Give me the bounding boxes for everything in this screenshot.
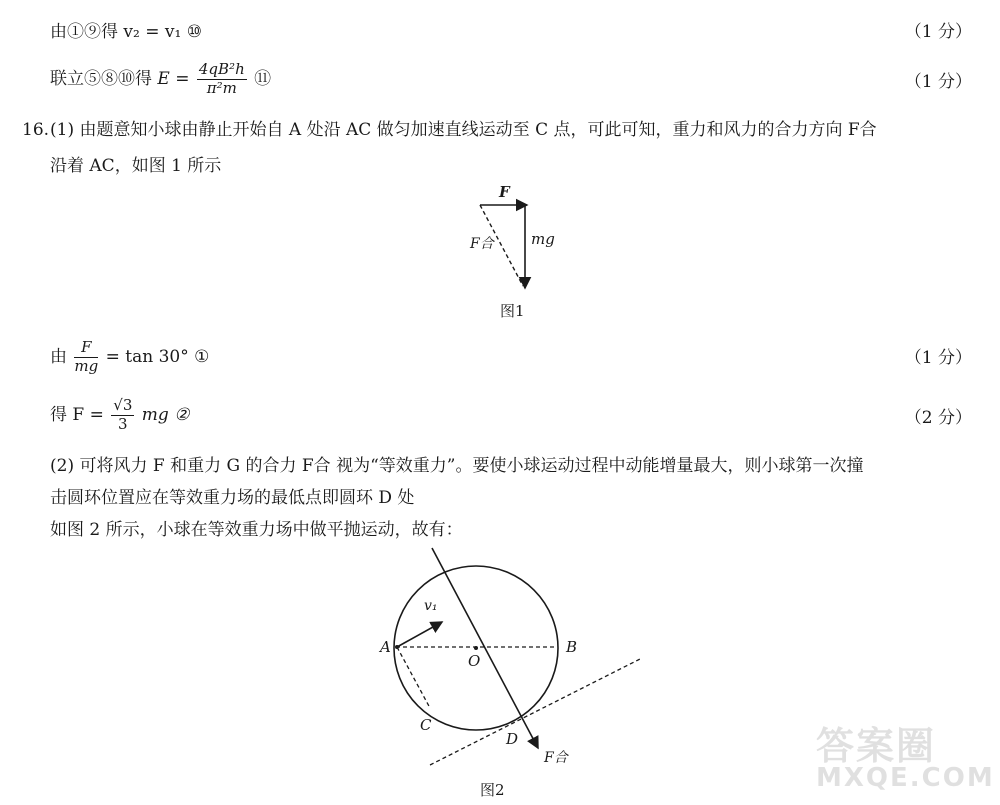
equals-sign: =	[169, 68, 195, 89]
label-O: O	[468, 652, 481, 670]
fraction	[74, 340, 98, 375]
label-D: D	[506, 730, 519, 748]
equation-line-11	[50, 62, 271, 97]
part2-text-c: 如图 2 所示，小球在等效重力场中做平抛运动，故有：	[50, 520, 463, 540]
figure-2	[370, 540, 660, 805]
watermark-logo-text: 答案圈	[816, 724, 937, 768]
equation-line-2	[50, 398, 189, 433]
equation-line-1	[50, 340, 209, 375]
equation-line-10	[50, 24, 202, 41]
label-mg: mg	[531, 230, 555, 248]
chord-AC-dashed	[397, 647, 430, 708]
equation-prefix: 联立⑤⑧⑩得	[50, 68, 158, 89]
fraction-denominator: 3	[118, 414, 128, 433]
figure-1	[455, 178, 575, 323]
label-F-he: F合	[470, 236, 494, 252]
watermark-url: MXQE.COM	[816, 763, 995, 793]
variable-E: E	[157, 68, 170, 89]
fraction-denominator: mg	[74, 356, 99, 375]
figure-1-caption: 图1	[500, 302, 525, 320]
equation-rest: mg ②	[141, 404, 190, 425]
label-A: A	[380, 638, 391, 656]
line-OD-extended	[432, 548, 538, 748]
part2-text-b: 击圆环位置应在等效重力场的最低点即圆环 D 处	[50, 488, 415, 508]
fraction-numerator: F	[74, 340, 98, 358]
part1-text-a: (1) 由题意知小球由静止开始自 A 处沿 AC 做匀加速直线运动至 C 点，可此可知，重力和风力的合力方向 F合	[50, 120, 877, 140]
tangent-dashed	[430, 658, 642, 765]
label-v1: v₁	[424, 598, 438, 614]
question-16-number: 16.	[22, 120, 50, 140]
part1-text-b: 沿着 AC，如图 1 所示	[50, 156, 222, 176]
fraction	[111, 398, 134, 433]
fraction-denominator: π²m	[206, 78, 237, 97]
point-A-dot	[395, 645, 399, 649]
equation-prefix: 得 F =	[50, 404, 110, 425]
score-label: （2 分）	[904, 408, 972, 428]
label-F-he: F合	[544, 750, 568, 766]
equation-text: 由①⑨得 v₂ = v₁ ⑩	[50, 22, 202, 42]
label-B: B	[566, 638, 578, 656]
fraction	[197, 62, 247, 97]
equation-rest: = tan 30° ①	[105, 346, 210, 367]
label-F: F	[499, 183, 510, 201]
score-label: （1 分）	[904, 348, 972, 368]
score-label: （1 分）	[904, 72, 972, 92]
fraction-numerator: √3	[113, 396, 133, 414]
label-C: C	[420, 716, 432, 734]
part2-text-a: (2) 可将风力 F 和重力 G 的合力 F合 视为“等效重力”。要使小球运动过程中动能增量最大，则小球第一次撞	[50, 456, 864, 476]
velocity-v1-arrow	[397, 622, 442, 647]
figure-2-caption: 图2	[480, 781, 505, 799]
equation-prefix: 由	[50, 346, 67, 367]
point-O-dot	[474, 646, 478, 650]
watermark	[798, 715, 995, 795]
fraction-numerator: 4qB²h	[198, 60, 245, 78]
equation-mark: ⑪	[254, 68, 272, 89]
score-label: （1 分）	[904, 22, 972, 42]
